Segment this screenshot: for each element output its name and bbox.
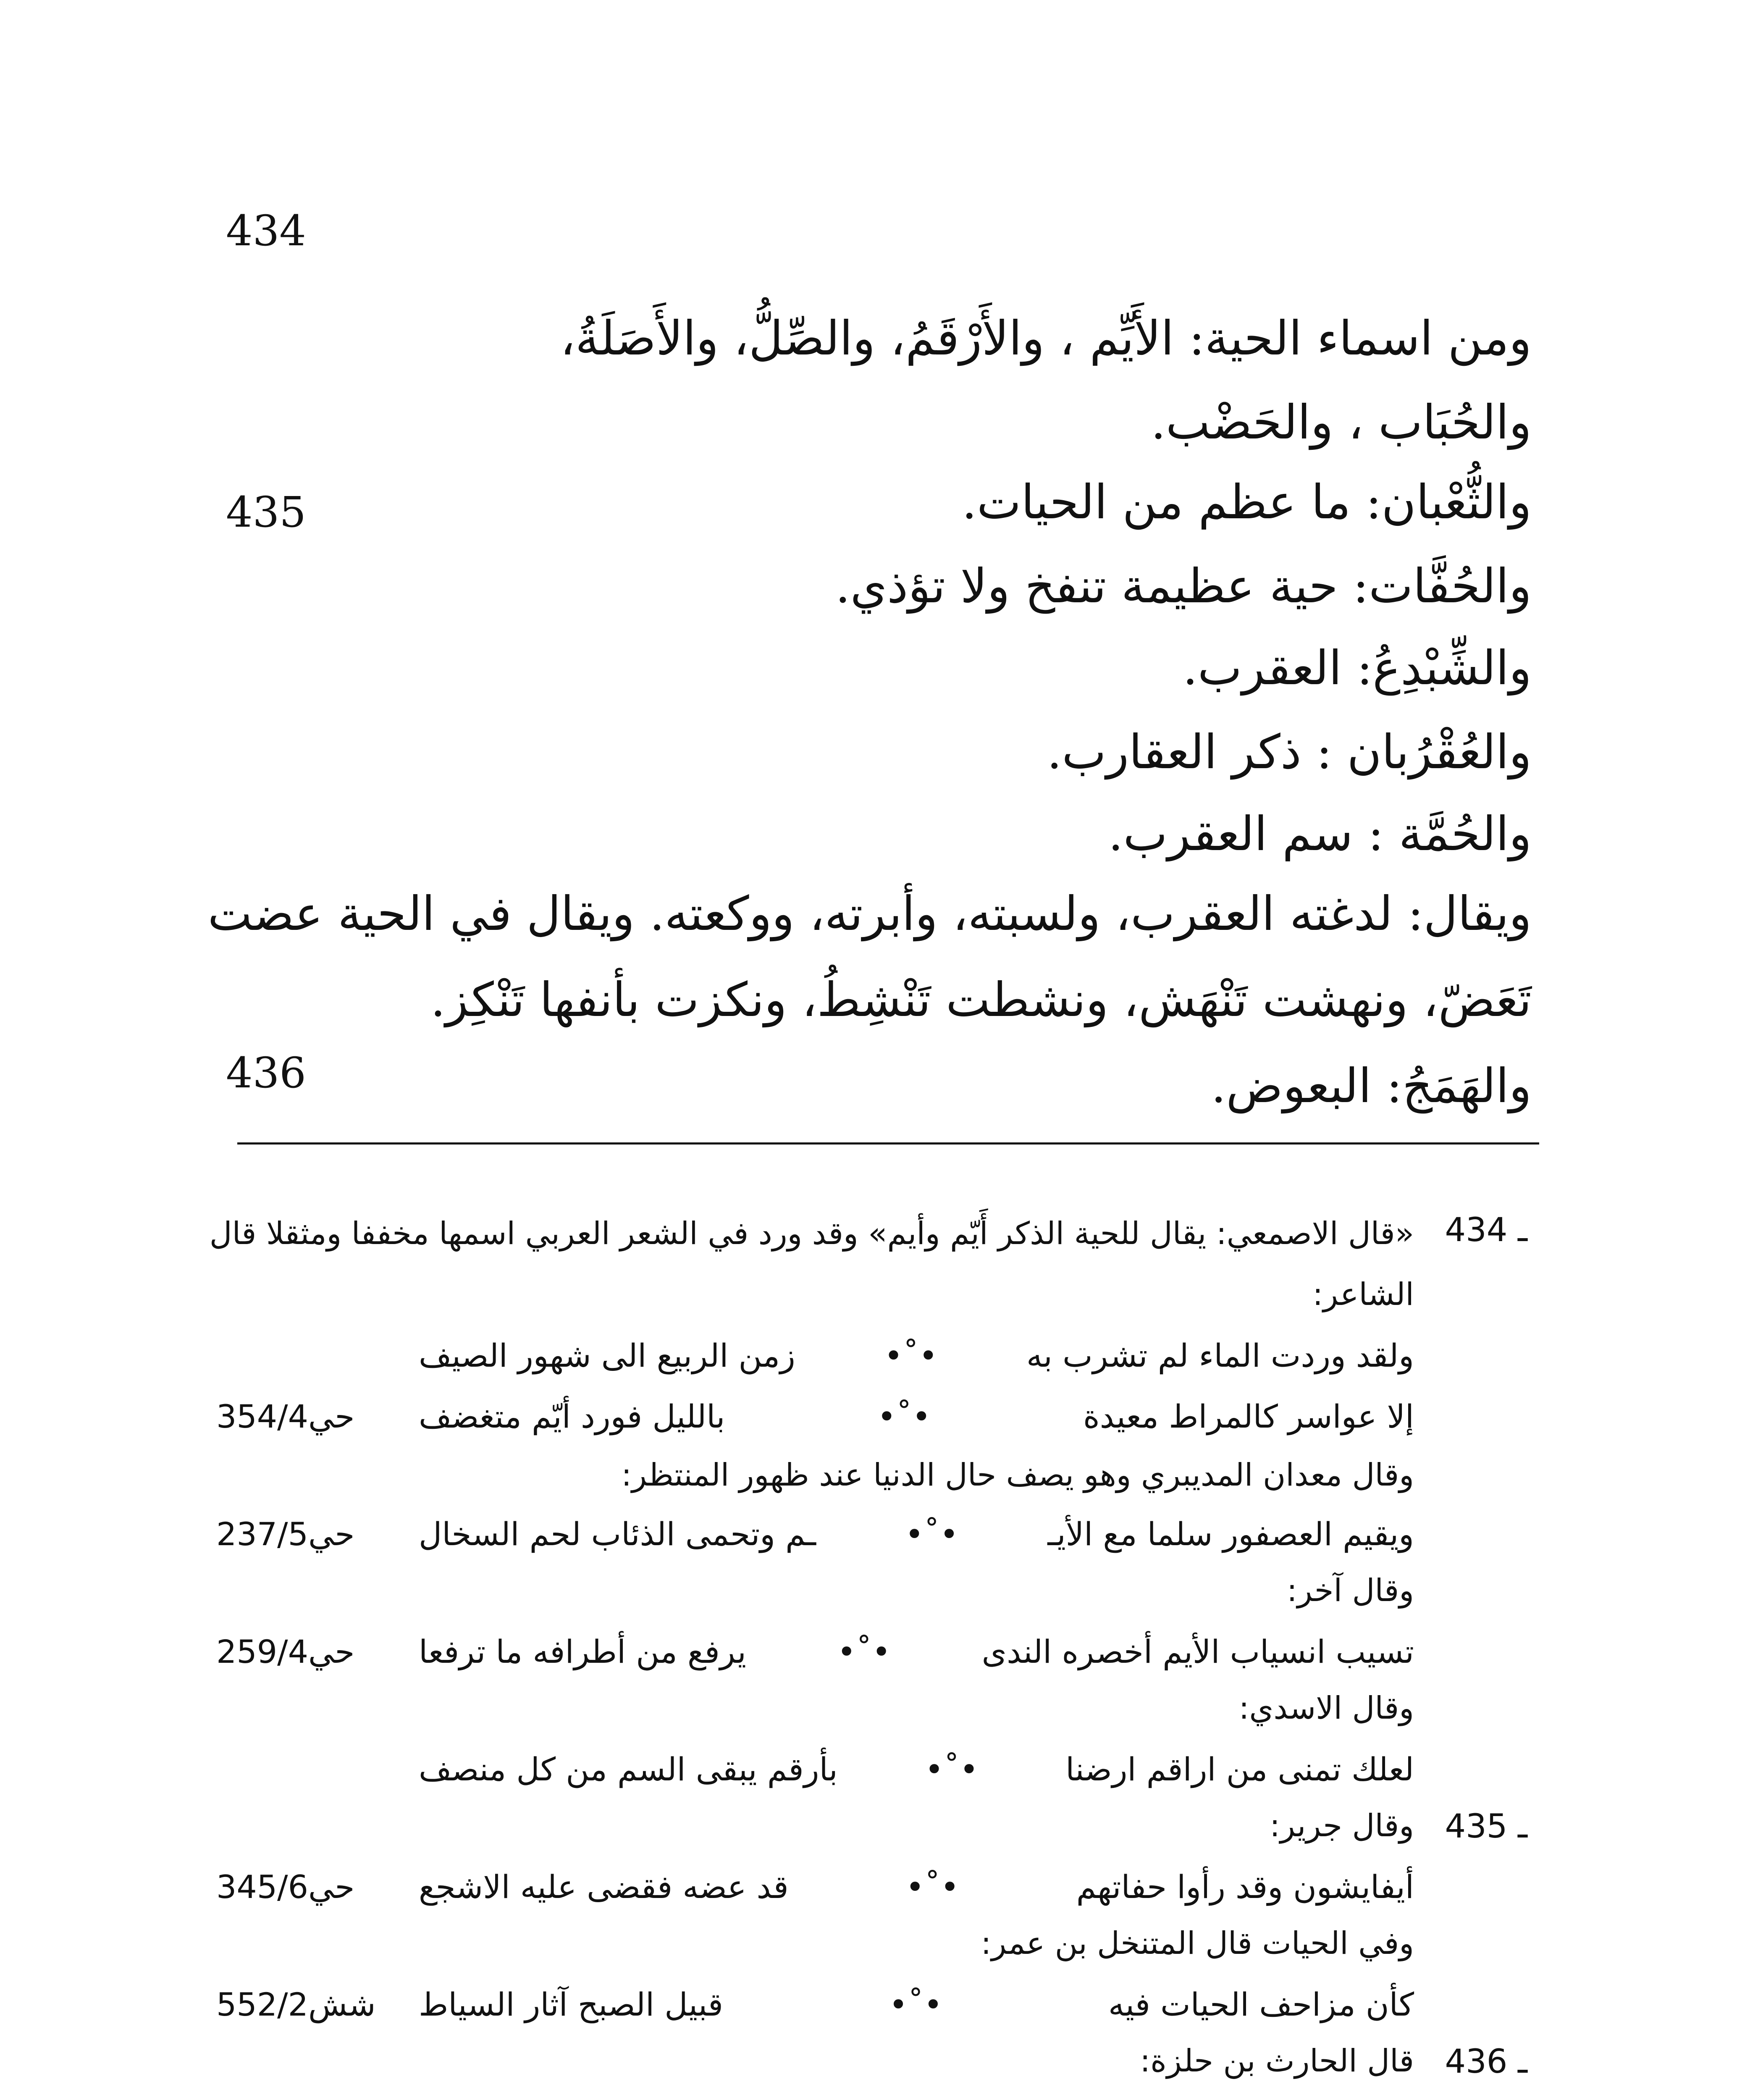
verse-second-hemistich: ـم وتحمى الذئاب لحم السخال xyxy=(419,1515,816,1553)
verse-separator: •˚• xyxy=(905,1868,960,1906)
source-reference: حي237/5 xyxy=(216,1515,355,1553)
footnote-text-line: وفي الحيات قال المتنخل بن عمر: xyxy=(981,1925,1414,1961)
verse-second-hemistich: قبيل الصبح آثار السياط xyxy=(419,1986,723,2023)
verse-second-hemistich: بأرقم يبقى السم من كل منصف xyxy=(419,1751,838,1788)
margin-number-436: 436 xyxy=(226,1048,306,1097)
verse-first-hemistich: أيفايشون وقد رأوا حفاتهم xyxy=(1076,1868,1414,1906)
verse-second-hemistich: زمن الربيع الى شهور الصيف xyxy=(419,1337,795,1374)
footnote-number-436: 436 ـ xyxy=(1445,2043,1527,2081)
source-reference: شش552/2 xyxy=(216,1986,376,2023)
footnote-text-line: قال الحارث بن حلزة: xyxy=(1140,2043,1414,2079)
footnote-text-line: الشاعر: xyxy=(1312,1276,1414,1312)
main-text-line-8: ويقال: لدغته العقرب، ولسبته، وأبرته، ووكعته. ويقال في الحية عضت xyxy=(207,887,1532,941)
verse-second-hemistich: يرفع من أطرافه ما ترفعا xyxy=(419,1633,746,1670)
verse-row xyxy=(419,1515,1414,1553)
verse-separator: •˚• xyxy=(837,1633,891,1670)
footnote-text-line: وقال معدان المديبري وهو يصف حال الدنيا عند ظهور المنتظر: xyxy=(621,1457,1414,1493)
main-text-line-1: ومن اسماء الحية: الأَيِّم ، والأَرْقَمُ، والصِّلُّ، والأَصَلَةُ، xyxy=(560,311,1532,366)
verse-first-hemistich: كأن مزاحف الحيات فيه xyxy=(1108,1986,1414,2023)
verse-separator: •˚• xyxy=(877,1398,931,1435)
footnote-number-434: 434 ـ xyxy=(1445,1211,1527,1249)
verse-separator: •˚• xyxy=(889,1986,943,2023)
main-text-line-10: والهَمَجُ: البعوض. xyxy=(1211,1059,1532,1113)
verse-separator: •˚• xyxy=(905,1515,959,1553)
margin-number-434: 434 xyxy=(226,206,306,255)
verse-separator: •˚• xyxy=(884,1337,938,1374)
main-text-line-2: والحُبَاب ، والحَضْب. xyxy=(1151,395,1532,450)
verse-first-hemistich: لعلك تمنى من اراقم ارضنا xyxy=(1065,1751,1414,1788)
main-text-line-4: والحُفَّات: حية عظيمة تنفخ ولا تؤذي. xyxy=(835,559,1532,614)
verse-row xyxy=(419,1337,1414,1374)
footnote-number-435: 435 ـ xyxy=(1445,1808,1527,1845)
margin-number-435: 435 xyxy=(226,488,306,537)
main-text-line-3: والثُّعْبان: ما عظم من الحيات. xyxy=(962,475,1532,530)
verse-first-hemistich: ويقيم العصفور سلما مع الأيـ xyxy=(1047,1515,1414,1553)
footnote-text-line: وقال آخر: xyxy=(1286,1572,1414,1609)
source-reference: حي259/4 xyxy=(216,1633,355,1670)
verse-row xyxy=(419,1633,1414,1670)
footnote-separator xyxy=(237,1142,1539,1144)
verse-separator: •˚• xyxy=(925,1751,979,1788)
verse-row xyxy=(419,1398,1414,1435)
verse-first-hemistich: إلا عواسر كالمراط معيدة xyxy=(1083,1398,1414,1435)
footnote-text-line: وقال جرير: xyxy=(1270,1808,1414,1844)
footnote-text-line: وقال الاسدي: xyxy=(1238,1690,1414,1726)
verse-second-hemistich: قد عضه فقضى عليه الاشجع xyxy=(419,1868,789,1906)
verse-first-hemistich: تسيب انسياب الأيم أخصره الندى xyxy=(981,1633,1414,1670)
main-text-line-5: والشِّبْدِعُ: العقرب. xyxy=(1183,641,1532,696)
footnote-text-line: «قال الاصمعي: يقال للحية الذكر أَيّم وأيم» وقد ورد في الشعر العربي اسمها مخففا ومثقلا قال xyxy=(209,1215,1414,1252)
main-text-line-9: تَعَضّ، ونهشت تَنْهَش، ونشطت تَنْشِطُ، ونكزت بأنفها تَنْكِز. xyxy=(430,973,1532,1027)
verse-row xyxy=(419,1751,1414,1788)
main-text-line-6: والعُقْرُبان : ذكر العقارب. xyxy=(1047,725,1532,780)
verse-second-hemistich: بالليل فورد أيّم متغضف xyxy=(419,1398,725,1435)
source-reference: حي354/4 xyxy=(216,1398,355,1435)
main-text-line-7: والحُمَّة : سم العقرب. xyxy=(1108,807,1532,861)
verse-first-hemistich: ولقد وردت الماء لم تشرب به xyxy=(1026,1337,1414,1374)
verse-row xyxy=(419,1868,1414,1906)
verse-row xyxy=(419,1986,1414,2023)
source-reference: حي345/6 xyxy=(216,1868,355,1906)
